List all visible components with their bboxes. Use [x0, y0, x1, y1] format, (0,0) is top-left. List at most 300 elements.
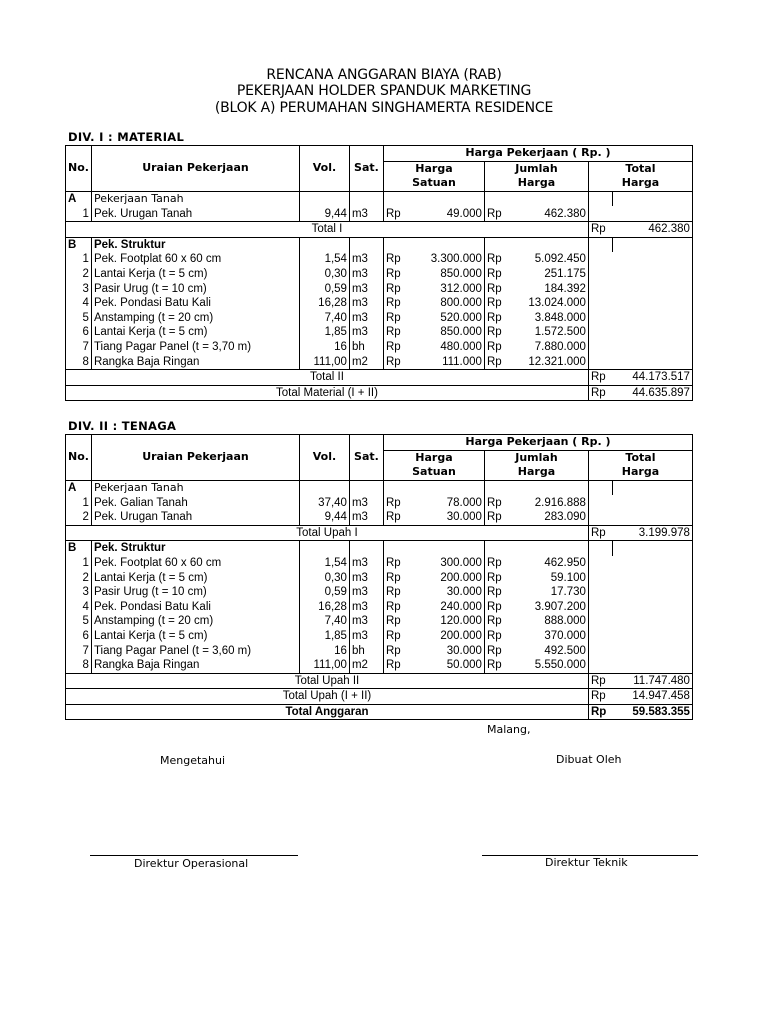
- table-cell: [409, 541, 484, 556]
- table-cell: [612, 541, 692, 556]
- item-unit-price: 850.000: [409, 267, 484, 282]
- total-row: [66, 221, 693, 237]
- table-cell: [409, 480, 484, 495]
- item-currency: Rp: [484, 629, 508, 644]
- header-jumlah: Jumlah: [484, 161, 588, 176]
- table-row: [66, 495, 693, 510]
- section-title: Pek. Struktur: [91, 541, 299, 556]
- table-row: [66, 570, 693, 585]
- table-cell: [588, 570, 612, 585]
- item-currency: Rp: [484, 325, 508, 340]
- item-currency: Rp: [484, 281, 508, 296]
- item-currency: Rp: [383, 296, 409, 311]
- item-currency: Rp: [383, 629, 409, 644]
- item-currency: Rp: [383, 267, 409, 282]
- header-total-harga: Harga: [588, 465, 692, 480]
- header-harga: Harga: [383, 161, 484, 176]
- item-amount: 3.907.200: [508, 600, 588, 615]
- table-cell: [612, 340, 692, 355]
- total-value: 44.635.897: [612, 385, 692, 401]
- table-row: [66, 252, 693, 267]
- table-cell: [349, 237, 383, 252]
- total-label: Total Upah II: [66, 673, 589, 689]
- item-description: Lantai Kerja (t = 5 cm): [91, 325, 299, 340]
- table-cell: [612, 585, 692, 600]
- item-description: Anstamping (t = 20 cm): [91, 614, 299, 629]
- table-row: [66, 629, 693, 644]
- item-volume: 0,59: [299, 281, 349, 296]
- item-currency: Rp: [484, 340, 508, 355]
- table-cell: [612, 658, 692, 673]
- item-amount: 492.500: [508, 643, 588, 658]
- table-cell: [508, 480, 588, 495]
- table-cell: [588, 191, 612, 206]
- total-label: Total Upah I: [66, 525, 589, 541]
- item-volume: 111,00: [299, 658, 349, 673]
- table-cell: [612, 325, 692, 340]
- item-volume: 16,28: [299, 296, 349, 311]
- item-volume: 1,85: [299, 629, 349, 644]
- table-cell: [612, 296, 692, 311]
- table-cell: [484, 191, 508, 206]
- item-amount: 2.916.888: [508, 495, 588, 510]
- total-currency: Rp: [588, 525, 612, 541]
- item-currency: Rp: [484, 600, 508, 615]
- table-cell: [588, 614, 612, 629]
- table-cell: [612, 556, 692, 571]
- item-currency: Rp: [484, 354, 508, 369]
- item-unit: m3: [349, 252, 383, 267]
- item-unit: m3: [349, 585, 383, 600]
- table-row: [66, 510, 693, 525]
- item-no: 8: [66, 658, 92, 673]
- table-row: [66, 340, 693, 355]
- item-currency: Rp: [383, 658, 409, 673]
- total-label: Total Anggaran: [66, 704, 589, 720]
- div1-label: DIV. I : MATERIAL: [68, 130, 185, 144]
- item-description: Pasir Urug (t = 10 cm): [91, 281, 299, 296]
- item-currency: Rp: [484, 311, 508, 326]
- table-cell: [612, 510, 692, 525]
- table-cell: [588, 281, 612, 296]
- item-unit: m3: [349, 311, 383, 326]
- item-amount: 3.848.000: [508, 311, 588, 326]
- item-description: Pek. Pondasi Batu Kali: [91, 296, 299, 311]
- header-harga: Harga: [383, 450, 484, 465]
- item-description: Pek. Galian Tanah: [91, 495, 299, 510]
- item-description: Pek. Urugan Tanah: [91, 510, 299, 525]
- item-no: 8: [66, 354, 92, 369]
- item-unit: m2: [349, 354, 383, 369]
- header-uraian: Uraian Pekerjaan: [91, 146, 299, 192]
- item-no: 5: [66, 614, 92, 629]
- item-no: 4: [66, 600, 92, 615]
- item-amount: 283.090: [508, 510, 588, 525]
- header-satuan: Satuan: [383, 465, 484, 480]
- item-unit-price: 3.300.000: [409, 252, 484, 267]
- item-amount: 5.092.450: [508, 252, 588, 267]
- item-currency: Rp: [484, 614, 508, 629]
- table-cell: [508, 191, 588, 206]
- item-volume: 16: [299, 340, 349, 355]
- item-description: Tiang Pagar Panel (t = 3,60 m): [91, 643, 299, 658]
- table-row: [66, 325, 693, 340]
- table-cell: [588, 267, 612, 282]
- item-currency: Rp: [484, 570, 508, 585]
- section-row: [66, 480, 693, 495]
- table-row: [66, 281, 693, 296]
- table-cell: [409, 191, 484, 206]
- item-no: 1: [66, 556, 92, 571]
- item-unit-price: 49.000: [409, 206, 484, 221]
- item-unit-price: 120.000: [409, 614, 484, 629]
- item-volume: 16,28: [299, 600, 349, 615]
- item-unit-price: 30.000: [409, 510, 484, 525]
- section-row: [66, 191, 693, 206]
- item-currency: Rp: [484, 267, 508, 282]
- document-title-line-2: PEKERJAAN HOLDER SPANDUK MARKETING: [236, 83, 532, 99]
- total-currency: Rp: [588, 704, 612, 720]
- header-total-harga: Harga: [588, 176, 692, 191]
- table-cell: [588, 556, 612, 571]
- table-cell: [588, 206, 612, 221]
- table-cell: [383, 541, 409, 556]
- total-row: [66, 385, 693, 401]
- item-no: 3: [66, 281, 92, 296]
- table-cell: [612, 495, 692, 510]
- item-unit: m3: [349, 325, 383, 340]
- item-unit: m3: [349, 281, 383, 296]
- header-jumlah-harga: Harga: [484, 176, 588, 191]
- total-label: Total I: [66, 221, 589, 237]
- item-currency: Rp: [383, 585, 409, 600]
- item-currency: Rp: [484, 252, 508, 267]
- table-cell: [299, 480, 349, 495]
- item-currency: Rp: [484, 495, 508, 510]
- item-unit: m3: [349, 296, 383, 311]
- item-volume: 7,40: [299, 311, 349, 326]
- total-value: 11.747.480: [612, 673, 692, 689]
- item-unit: m2: [349, 658, 383, 673]
- item-no: 6: [66, 629, 92, 644]
- div2-label: DIV. II : TENAGA: [68, 419, 177, 433]
- table-cell: [588, 658, 612, 673]
- item-no: 4: [66, 296, 92, 311]
- total-row: [66, 704, 693, 720]
- table-cell: [349, 191, 383, 206]
- header-no: No.: [66, 146, 92, 192]
- table-cell: [612, 600, 692, 615]
- table-cell: [612, 643, 692, 658]
- total-value: 44.173.517: [612, 369, 692, 385]
- item-unit-price: 200.000: [409, 570, 484, 585]
- header-sat: Sat.: [349, 435, 383, 481]
- item-currency: Rp: [383, 354, 409, 369]
- item-unit: m3: [349, 267, 383, 282]
- table-cell: [588, 340, 612, 355]
- item-amount: 59.100: [508, 570, 588, 585]
- item-unit-price: 111.000: [409, 354, 484, 369]
- item-unit: m3: [349, 614, 383, 629]
- item-volume: 37,40: [299, 495, 349, 510]
- item-unit-price: 300.000: [409, 556, 484, 571]
- item-currency: Rp: [383, 206, 409, 221]
- item-description: Rangka Baja Ringan: [91, 354, 299, 369]
- item-currency: Rp: [484, 643, 508, 658]
- item-volume: 9,44: [299, 510, 349, 525]
- item-unit-price: 200.000: [409, 629, 484, 644]
- table-cell: [588, 311, 612, 326]
- table-cell: [508, 237, 588, 252]
- item-volume: 0,59: [299, 585, 349, 600]
- table-cell: [299, 191, 349, 206]
- item-currency: Rp: [383, 340, 409, 355]
- item-currency: Rp: [383, 325, 409, 340]
- item-currency: Rp: [383, 556, 409, 571]
- table-cell: [588, 541, 612, 556]
- table-cell: [383, 480, 409, 495]
- item-no: 1: [66, 495, 92, 510]
- item-unit: m3: [349, 629, 383, 644]
- item-unit: bh: [349, 643, 383, 658]
- total-currency: Rp: [588, 221, 612, 237]
- table-row: [66, 658, 693, 673]
- item-amount: 1.572.500: [508, 325, 588, 340]
- item-unit: m3: [349, 206, 383, 221]
- item-amount: 251.175: [508, 267, 588, 282]
- item-amount: 888.000: [508, 614, 588, 629]
- total-label: Total Material (I + II): [66, 385, 589, 401]
- header-jumlah-harga: Harga: [484, 465, 588, 480]
- table-row: [66, 600, 693, 615]
- signature-left-title: Mengetahui: [160, 754, 226, 767]
- material-table: [65, 145, 693, 401]
- item-description: Pasir Urug (t = 10 cm): [91, 585, 299, 600]
- section-title: Pek. Struktur: [91, 237, 299, 252]
- item-currency: Rp: [383, 600, 409, 615]
- section-code: B: [66, 541, 92, 556]
- table-cell: [612, 237, 692, 252]
- table-cell: [588, 252, 612, 267]
- table-cell: [508, 541, 588, 556]
- item-no: 6: [66, 325, 92, 340]
- table-cell: [409, 237, 484, 252]
- table-cell: [588, 480, 612, 495]
- table-cell: [612, 629, 692, 644]
- header-satuan: Satuan: [383, 176, 484, 191]
- table-cell: [588, 643, 612, 658]
- item-volume: 1,54: [299, 252, 349, 267]
- item-volume: 0,30: [299, 267, 349, 282]
- header-row: [66, 435, 693, 451]
- item-currency: Rp: [383, 252, 409, 267]
- item-currency: Rp: [383, 281, 409, 296]
- item-volume: 1,85: [299, 325, 349, 340]
- item-description: Lantai Kerja (t = 5 cm): [91, 267, 299, 282]
- header-sat: Sat.: [349, 146, 383, 192]
- signature-right-name: Direktur Teknik: [545, 856, 628, 869]
- item-description: Lantai Kerja (t = 5 cm): [91, 629, 299, 644]
- table-row: [66, 556, 693, 571]
- header-vol: Vol.: [299, 435, 349, 481]
- signature-left-line: [90, 855, 298, 856]
- table-cell: [588, 296, 612, 311]
- table-row: [66, 267, 693, 282]
- item-volume: 1,54: [299, 556, 349, 571]
- table-cell: [612, 311, 692, 326]
- item-currency: Rp: [383, 570, 409, 585]
- item-no: 2: [66, 510, 92, 525]
- item-no: 1: [66, 206, 92, 221]
- table-row: [66, 311, 693, 326]
- item-no: 2: [66, 570, 92, 585]
- table-cell: [383, 191, 409, 206]
- item-volume: 16: [299, 643, 349, 658]
- item-amount: 7.880.000: [508, 340, 588, 355]
- section-title: Pekerjaan Tanah: [91, 191, 299, 206]
- section-row: [66, 237, 693, 252]
- item-unit-price: 480.000: [409, 340, 484, 355]
- total-value: 59.583.355: [612, 704, 692, 720]
- total-row: [66, 689, 693, 705]
- total-currency: Rp: [588, 385, 612, 401]
- total-currency: Rp: [588, 689, 612, 705]
- item-volume: 7,40: [299, 614, 349, 629]
- item-amount: 17.730: [508, 585, 588, 600]
- item-unit: m3: [349, 495, 383, 510]
- signature-place: Malang,: [487, 723, 531, 736]
- item-unit: m3: [349, 600, 383, 615]
- header-row: [66, 146, 693, 162]
- item-unit-price: 78.000: [409, 495, 484, 510]
- table-cell: [612, 614, 692, 629]
- table-cell: [299, 237, 349, 252]
- table-cell: [349, 541, 383, 556]
- table-row: [66, 643, 693, 658]
- item-description: Pek. Pondasi Batu Kali: [91, 600, 299, 615]
- total-value: 3.199.978: [612, 525, 692, 541]
- item-unit-price: 800.000: [409, 296, 484, 311]
- table-row: [66, 614, 693, 629]
- item-amount: 462.950: [508, 556, 588, 571]
- header-harga-pekerjaan: Harga Pekerjaan ( Rp. ): [383, 435, 692, 451]
- item-currency: Rp: [484, 585, 508, 600]
- item-amount: 370.000: [508, 629, 588, 644]
- total-currency: Rp: [588, 369, 612, 385]
- table-row: [66, 354, 693, 369]
- table-cell: [383, 237, 409, 252]
- item-unit-price: 520.000: [409, 311, 484, 326]
- item-unit-price: 850.000: [409, 325, 484, 340]
- document-title-line-1: RENCANA ANGGARAN BIAYA (RAB): [266, 67, 502, 83]
- header-vol: Vol.: [299, 146, 349, 192]
- section-row: [66, 541, 693, 556]
- item-description: Pek. Footplat 60 x 60 cm: [91, 556, 299, 571]
- item-description: Pek. Footplat 60 x 60 cm: [91, 252, 299, 267]
- item-description: Tiang Pagar Panel (t = 3,70 m): [91, 340, 299, 355]
- header-uraian: Uraian Pekerjaan: [91, 435, 299, 481]
- table-cell: [612, 267, 692, 282]
- table-cell: [588, 600, 612, 615]
- total-value: 14.947.458: [612, 689, 692, 705]
- table-cell: [299, 541, 349, 556]
- item-volume: 111,00: [299, 354, 349, 369]
- item-description: Pek. Urugan Tanah: [91, 206, 299, 221]
- item-amount: 12.321.000: [508, 354, 588, 369]
- table-row: [66, 585, 693, 600]
- item-currency: Rp: [383, 510, 409, 525]
- item-unit: m3: [349, 556, 383, 571]
- table-cell: [588, 237, 612, 252]
- item-unit: m3: [349, 570, 383, 585]
- item-currency: Rp: [383, 311, 409, 326]
- total-currency: Rp: [588, 673, 612, 689]
- table-row: [66, 296, 693, 311]
- item-amount: 184.392: [508, 281, 588, 296]
- item-unit-price: 30.000: [409, 643, 484, 658]
- header-no: No.: [66, 435, 92, 481]
- table-cell: [612, 354, 692, 369]
- table-cell: [588, 495, 612, 510]
- total-row: [66, 369, 693, 385]
- item-amount: 462.380: [508, 206, 588, 221]
- labor-table: [65, 434, 693, 720]
- section-title: Pekerjaan Tanah: [91, 480, 299, 495]
- item-description: Rangka Baja Ringan: [91, 658, 299, 673]
- table-cell: [484, 480, 508, 495]
- item-unit: bh: [349, 340, 383, 355]
- item-currency: Rp: [484, 556, 508, 571]
- table-cell: [612, 480, 692, 495]
- section-code: A: [66, 191, 92, 206]
- item-currency: Rp: [484, 296, 508, 311]
- table-cell: [484, 541, 508, 556]
- item-unit-price: 50.000: [409, 658, 484, 673]
- item-no: 1: [66, 252, 92, 267]
- item-no: 3: [66, 585, 92, 600]
- item-description: Lantai Kerja (t = 5 cm): [91, 570, 299, 585]
- table-cell: [588, 585, 612, 600]
- item-no: 5: [66, 311, 92, 326]
- item-unit-price: 240.000: [409, 600, 484, 615]
- item-currency: Rp: [383, 643, 409, 658]
- total-label: Total Upah (I + II): [66, 689, 589, 705]
- section-code: B: [66, 237, 92, 252]
- table-cell: [588, 354, 612, 369]
- item-unit-price: 312.000: [409, 281, 484, 296]
- item-volume: 9,44: [299, 206, 349, 221]
- section-code: A: [66, 480, 92, 495]
- item-description: Anstamping (t = 20 cm): [91, 311, 299, 326]
- item-no: 7: [66, 643, 92, 658]
- item-volume: 0,30: [299, 570, 349, 585]
- total-label: Total II: [66, 369, 589, 385]
- item-amount: 5.550.000: [508, 658, 588, 673]
- item-no: 7: [66, 340, 92, 355]
- header-total: Total: [588, 450, 692, 465]
- table-cell: [588, 510, 612, 525]
- item-unit-price: 30.000: [409, 585, 484, 600]
- total-value: 462.380: [612, 221, 692, 237]
- table-cell: [484, 237, 508, 252]
- table-cell: [588, 629, 612, 644]
- total-row: [66, 673, 693, 689]
- total-row: [66, 525, 693, 541]
- table-row: [66, 206, 693, 221]
- header-jumlah: Jumlah: [484, 450, 588, 465]
- item-unit: m3: [349, 510, 383, 525]
- item-currency: Rp: [484, 510, 508, 525]
